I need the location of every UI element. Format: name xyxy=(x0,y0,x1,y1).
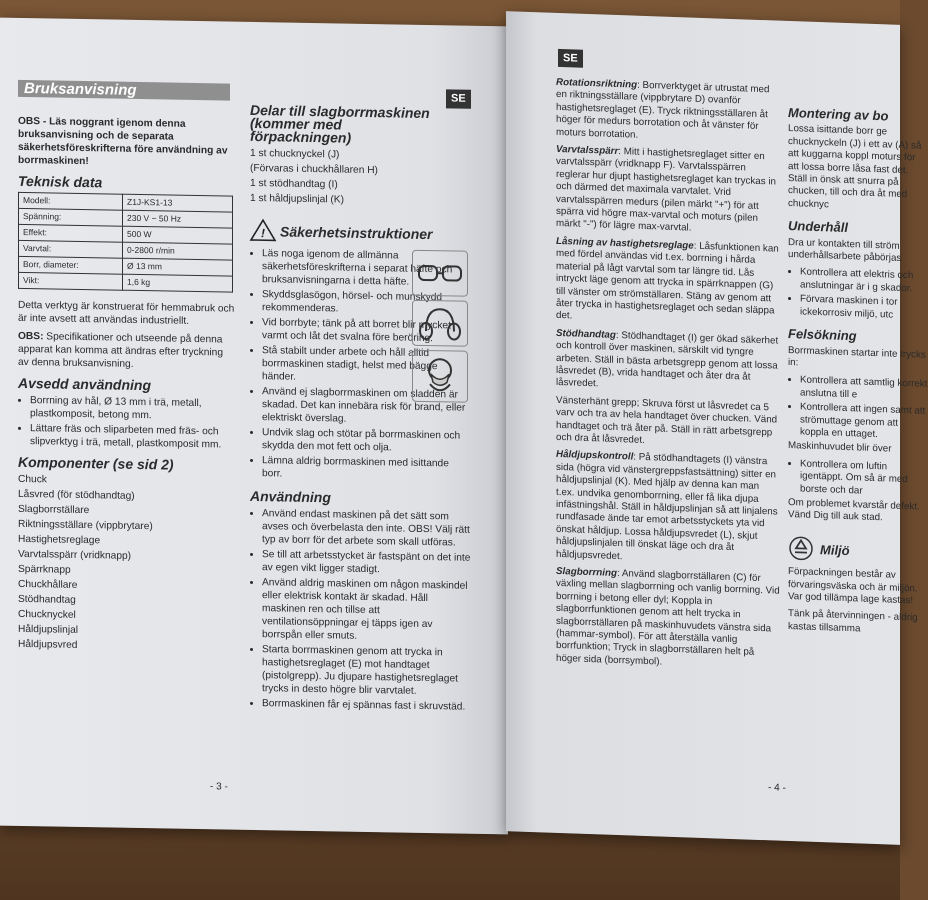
ear-protection-icon xyxy=(412,300,468,347)
spec-value: 0-2800 r/min xyxy=(123,242,233,260)
component-item: Chuckhållare xyxy=(18,578,78,591)
safety-item: • Lämna aldrig borrmaskinen med isittande borr. xyxy=(262,454,472,484)
spec-label: Effekt: xyxy=(19,224,123,242)
parts-list xyxy=(250,147,472,209)
mount-title: Montering av bo xyxy=(788,104,889,124)
left-page xyxy=(0,18,508,835)
safety-item: • Stå stabilt under arbete och håll alltid borrmaskinen stadigt, helst med bägge händer. xyxy=(262,344,472,387)
maintenance-item: • Förvara maskinen i tor ickekorrosiv miljö, utc xyxy=(800,294,928,323)
troubleshooting-text: Borrmaskinen startar inte trycks in: xyxy=(788,344,926,369)
intended-use-list xyxy=(18,394,236,452)
usage-item: • Starta borrmaskinen genom att trycka in hastighetsreglaget (E) mot handtaget (pistolgrepp). Ju djupare hastighetsreglaget trycks in desto högre blir varvtalet. xyxy=(262,643,472,699)
paragraph-label: Stödhandtag xyxy=(556,327,616,341)
usage-item: • Borrmaskinen får ej spännas fast i skruvstäd. xyxy=(262,697,472,714)
component-item: Spärrknapp xyxy=(18,563,71,576)
face-mask-icon xyxy=(412,350,468,403)
part-item: 1 st chucknyckel (J) xyxy=(250,147,340,161)
tech-data-title: Teknisk data xyxy=(18,172,103,191)
svg-text:!: ! xyxy=(261,226,265,241)
safety-item: • Läs noga igenom de allmänna säkerhetsföreskrifterna i separat häfte och bruksanvisningarna i detta häfte. xyxy=(262,247,472,290)
component-item: Låsvred (för stödhandtag) xyxy=(18,488,135,502)
paragraph-label: Varvtalsspärr xyxy=(556,143,619,158)
page-number-right: - 4 - xyxy=(768,782,786,794)
page-number-left: - 3 - xyxy=(210,781,228,793)
safety-pictograms xyxy=(412,250,472,407)
right-page xyxy=(506,11,928,845)
maintenance-text: Dra ur kontakten till ström underhållsarbete påbörjas xyxy=(788,236,902,264)
note-home-use: Detta verktyg är konstruerat för hemmabruk och är inte avsett att användas industriellt. xyxy=(18,299,235,327)
spec-label: Varvtal: xyxy=(19,240,123,258)
intended-use-title: Avsedd användning xyxy=(18,374,152,394)
recycle-icon xyxy=(788,536,814,563)
instruction-paragraph xyxy=(556,236,780,331)
troubleshooting-item: • Kontrollera att samtlig korrekt anslutna till e xyxy=(800,375,928,404)
troubleshooting-item: • Kontrollera om luftin igentäppt. Om så är med borste och dar xyxy=(800,458,928,500)
spec-row xyxy=(19,272,233,292)
instruction-paragraph xyxy=(556,449,780,568)
note-spec-change: OBS: Specifikationer och utseende på denna apparat kan komma att ändras efter tryckning av denna bruksanvisning. xyxy=(18,330,223,370)
right-side-column xyxy=(788,101,928,643)
safety-item: • Använd ej slagborrmaskinen om sladden är skadad. Det kan innebära risk för brand, eller elektriskt överslag. xyxy=(262,385,472,428)
intended-use-item: • Lättare fräs och sliparbeten med fräs- och slipverktyg i trä, metall, plastkomposit mm. xyxy=(30,422,236,452)
intended-use-item: • Borrning av hål, Ø 13 mm i trä, metall, plastkomposit, betong mm. xyxy=(30,394,236,424)
instruction-paragraph xyxy=(556,77,780,147)
part-item: 1 st stödhandtag (I) xyxy=(250,177,338,191)
safety-item: • Vid borrbyte; tänk på att borret blir mycket varmt och låt det svalna före beröring. xyxy=(262,316,472,346)
paragraph-label: Håldjupskontroll xyxy=(556,449,634,463)
safety-item: • Undvik slag och stötar på borrmaskinen och skydda den mot fett och olja. xyxy=(262,426,472,456)
paragraph-text: : Stödhandtaget (I) ger ökad säkerhet och kontroll över maskinen, särskilt vid tyngre arbeten. Ställ in bästa arbetsgrepp genom att lossa låsvredet (B), vrida handtaget och åter dra åt låsvredet. xyxy=(556,329,779,390)
left-column xyxy=(18,80,236,657)
se-badge: SE xyxy=(446,89,471,108)
safety-title: ! Säkerhetsinstruktioner xyxy=(250,219,472,247)
page-header: Bruksanvisning xyxy=(18,80,230,101)
troubleshooting-title: Felsökning xyxy=(788,326,857,344)
component-item: Riktningsställare (vippbrytare) xyxy=(18,518,153,533)
spec-value: 500 W xyxy=(123,226,233,244)
environment-text-1: Förpackningen består av förvaringsväska och är miljön. Var god tillämpa lage kastas! xyxy=(788,566,918,607)
part-item: (Förvaras i chuckhållaren H) xyxy=(250,162,378,177)
parts-title: Delar till slagborrmaskinen (kommer med förpackningen) xyxy=(250,101,430,146)
instruction-paragraph xyxy=(556,144,780,239)
paragraph-label: Slagborrning xyxy=(556,565,617,580)
troubleshooting-list-2 xyxy=(788,458,928,500)
spec-value: 230 V ~ 50 Hz xyxy=(123,210,233,228)
component-item: Chucknyckel xyxy=(18,608,76,621)
safety-item: • Skyddsglasögon, hörsel- och munskydd rekommenderas. xyxy=(262,288,472,318)
spec-value: Z1J-KS1-13 xyxy=(123,194,233,212)
usage-list xyxy=(250,507,472,714)
component-item: Slagborrställare xyxy=(18,503,90,517)
spec-value: Ø 13 mm xyxy=(123,258,233,276)
troubleshooting-text-3: Om problemet kvarstår defekt. Vänd Dig till auk stad. xyxy=(788,496,920,524)
instruction-paragraph xyxy=(556,328,780,398)
spec-label: Vikt: xyxy=(19,272,123,290)
paragraph-text: : Mitt i hastighetsreglaget sitter en varvtalsspärr (vridknapp F). Varvtalsspärren reglerar hur djupt hastighetsreglaget kan tryckas in och därmed det maximala varvtalet. Vrid varvtalsspärren medurs (pilen märkt "+") för att spärra vid högre max-varvtal och moturs (pilen märkt "-") för lägre max-varvtal. xyxy=(556,146,777,235)
maintenance-list xyxy=(788,266,928,323)
obs-intro: OBS - Läs noggrant igenom denna bruksanvisning och de separata säkerhetsföreskrifterna före användning av borrmaskinen! xyxy=(18,115,228,168)
environment-title: Miljö xyxy=(788,536,928,567)
troubleshooting-item: • Kontrollera att ingen samt att strömuttage genom att koppla en uttaget. xyxy=(800,402,928,444)
instruction-paragraph xyxy=(556,566,780,673)
spec-label: Modell: xyxy=(19,192,123,210)
usage-item: • Använd aldrig maskinen om någon maskindel eller elektrisk kontakt är skadad. Håll maskinen ren och tillse att ventilationsöppningar ej täpps igen av borrspån eller smuts. xyxy=(262,576,472,645)
environment-text-2: Tänk på återvinningen - aldrig kastas tillsamma xyxy=(788,608,918,635)
instruction-paragraph xyxy=(556,395,780,452)
component-item: Varvtalsspärr (vridknapp) xyxy=(18,548,132,562)
components-title: Komponenter (se sid 2) xyxy=(18,453,174,473)
spec-label: Borr, diameter: xyxy=(19,256,123,274)
part-item: 1 st håldjupslinjal (K) xyxy=(250,192,344,206)
troubleshooting-list xyxy=(788,374,928,443)
component-item: Stödhandtag xyxy=(18,593,76,606)
usage-item: • Använd endast maskinen på det sätt som avses och överbelasta den inte. OBS! Välj rätt typ av borr för det arbete som skall utföras. xyxy=(262,507,472,550)
component-item: Hastighetsreglage xyxy=(18,533,101,547)
warning-icon xyxy=(250,219,276,243)
paragraph-label: Låsning av hastighetsreglage xyxy=(556,235,694,252)
maintenance-title: Underhåll xyxy=(788,218,848,236)
paragraph-text: : Borrverktyget är utrustat med en riktningsställare (vippbrytare D) ovanför hastighetsreglaget (E). Tryck riktningsställaren åt höger för medurs borrotation och åt vänster för moturs borrotation. xyxy=(556,79,770,141)
paragraph-text: Vänsterhänt grepp; Skruva först ut låsvredet ca 5 varv och tra av hela handtaget över chucken. Vänd handtaget och trä åter på. Ställ in rätt arbetsgrepp och dra åt låsvredet. xyxy=(556,394,778,446)
component-item: Håldjupsvred xyxy=(18,638,78,651)
troubleshooting-text-2: Maskinhuvudet blir över xyxy=(788,440,892,455)
paragraph-text: : På stödhandtagets (I) vänstra sida (högra vid vänstergreppsfastsättning) sitter en håldjupslinjal (K). Med hjälp av denna kan man t.ex. undvika genomborrning, eller få lika djupa infästningshål. Ställ in håldjupslinjan så att linjalens rundfasade ände tar emot arbetsstyckets yta vid önskat håldjup. Lossa håldjupsvredet (L), skjut håldjupslinjalen till önskat läge och dra åt håldjupsvredet. xyxy=(556,451,778,562)
usage-title: Användning xyxy=(250,487,331,506)
spec-table xyxy=(18,192,233,293)
component-item: Chuck xyxy=(18,473,47,486)
maintenance-item: • Kontrollera att elektris och anslutningar är i g skador. xyxy=(800,267,928,296)
se-badge-right: SE xyxy=(558,49,583,68)
usage-item: • Se till att arbetsstycket är fastspänt on det inte av egen vikt ligger stadigt. xyxy=(262,548,472,578)
paragraph-label: Rotationsriktning xyxy=(556,76,638,91)
right-column xyxy=(250,82,472,716)
spec-label: Spänning: xyxy=(19,208,123,226)
mount-text: Lossa isittande borr ge chucknyckeln (J) i ett av (A) så att kuggarna koppl moturs för att lossa borre låsa fast det. Ställ in önsk att snurra på chucken, till och dra åt med chucknyc xyxy=(788,123,922,211)
components-list xyxy=(18,473,236,655)
spec-value: 1,6 kg xyxy=(123,274,233,292)
goggles-icon xyxy=(412,250,468,297)
component-item: Håldjupslinjal xyxy=(18,623,79,636)
paragraph-text: : Låsfunktionen kan med fördel användas vid t.ex. borrning i hårda material på lågt varvtal som tar längre tid. Lås intryckt läge genom att trycka in spärrknappen (G) till vänster om strömställaren. Stäng av genom att åter trycka in hastighetsreglaget och sedan släppa det. xyxy=(556,240,779,322)
right-main-column xyxy=(556,77,780,678)
paragraph-text: : Använd slagborrställaren (C) för växling mellan slagborrning och vanlig borrning. Vid borrning i betong eller dyl; Koppla in slagborrfunktionen genom att helt trycka in slagborrställaren på maskinhuvudets vänstra sida (hammar-symbol). För att återställa vanlig borrfunktion; Tryck in slagborrställaren helt på höger sida (borrsymbol). xyxy=(556,568,780,668)
